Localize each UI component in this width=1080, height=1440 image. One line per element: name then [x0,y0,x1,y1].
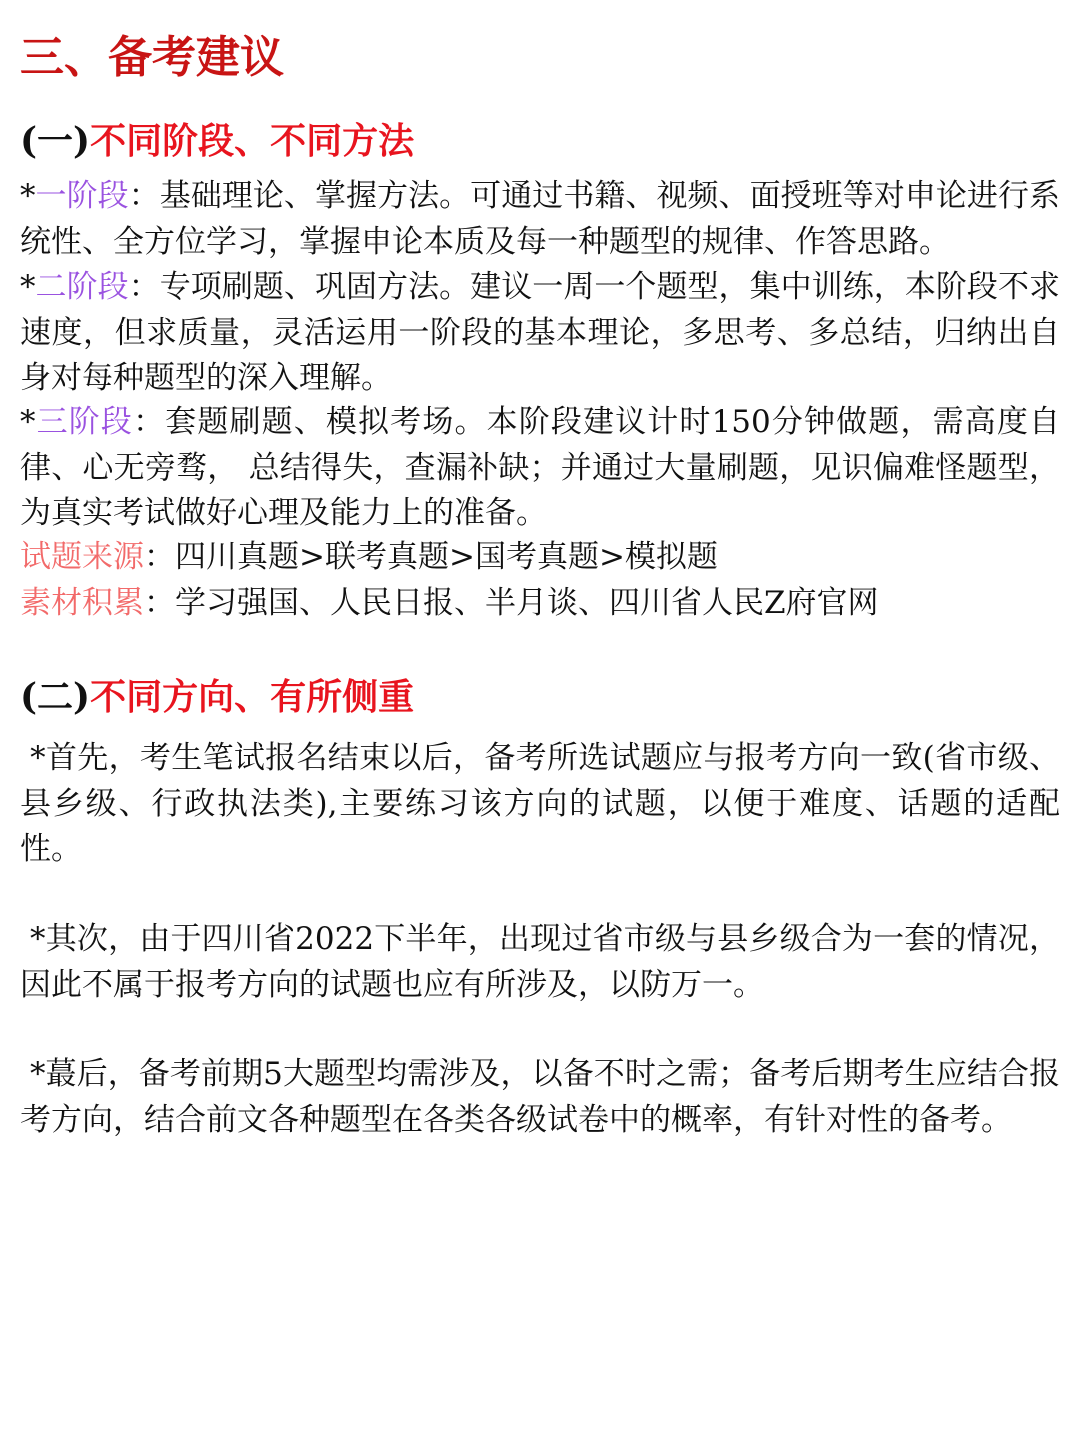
section1-heading [20,118,414,164]
section2-paragraph-2: *其次，由于四川省2022下半年，出现过省市级与县乡级合为一套的情况，因此不属于报考方向的试题也应有所涉及，以防万一。 [20,921,1061,1003]
stage1-paragraph [20,174,1060,265]
material-label: 素材积累 [20,585,144,621]
section1-label: 不同阶段、不同方法 [90,120,415,162]
stage3-paragraph [20,400,1060,537]
stage3-text: ：套题刷题、模拟考场。本阶段建议计时150分钟做题，需高度自律、心无旁骛， 总结得失，查漏补缺；并通过大量刷题，见识偏难怪题型，为真实考试做好心理及能力上的准备。 [20,404,1060,531]
stage1-name: 一阶段 [35,178,129,214]
source-label: 试题来源 [20,539,144,575]
source-line [20,535,1060,581]
stage1-text: ：基础理论、掌握方法。可通过书籍、视频、面授班等对申论进行系统性、全方位学习，掌握申论本质及每一种题型的规律、作答思路。 [20,178,1061,260]
stage3-star: * [20,404,36,440]
stage2-text: ：专项刷题、巩固方法。建议一周一个题型，集中训练，本阶段不求速度，但求质量，灵活运用一阶段的基本理论，多思考、多总结，归纳出自身对每种题型的深入理解。 [20,269,1061,396]
section1-prefix: (一) [20,120,91,162]
source-text: ：四川真题>联考真题>国考真题>模拟题 [144,539,718,575]
section2-paragraph-3: *蕞后，备考前期5大题型均需涉及，以备不时之需；备考后期考生应结合报考方向，结合前文各种题型在各类各级试卷中的概率，有针对性的备考。 [20,1056,1060,1138]
material-text: ：学习强国、人民日报、半月谈、四川省人民Z府官网 [144,585,879,621]
material-line [20,581,1060,627]
section2-paragraph-1: *首先，考生笔试报名结束以后，备考所选试题应与报考方向一致(省市级、县乡级、行政执法类),主要练习该方向的试题，以便于难度、话题的适配性。 [20,740,1060,867]
stage1-star: * [20,178,36,214]
stage3-name: 三阶段 [35,404,134,440]
stage2-name: 二阶段 [35,269,129,305]
section2-prefix: (二) [20,676,91,718]
section2-heading [20,674,414,720]
stage2-paragraph [20,265,1060,402]
stage2-star: * [20,269,36,305]
section2-label: 不同方向、有所侧重 [90,676,415,718]
page-title: 三、备考建议 [20,32,284,83]
